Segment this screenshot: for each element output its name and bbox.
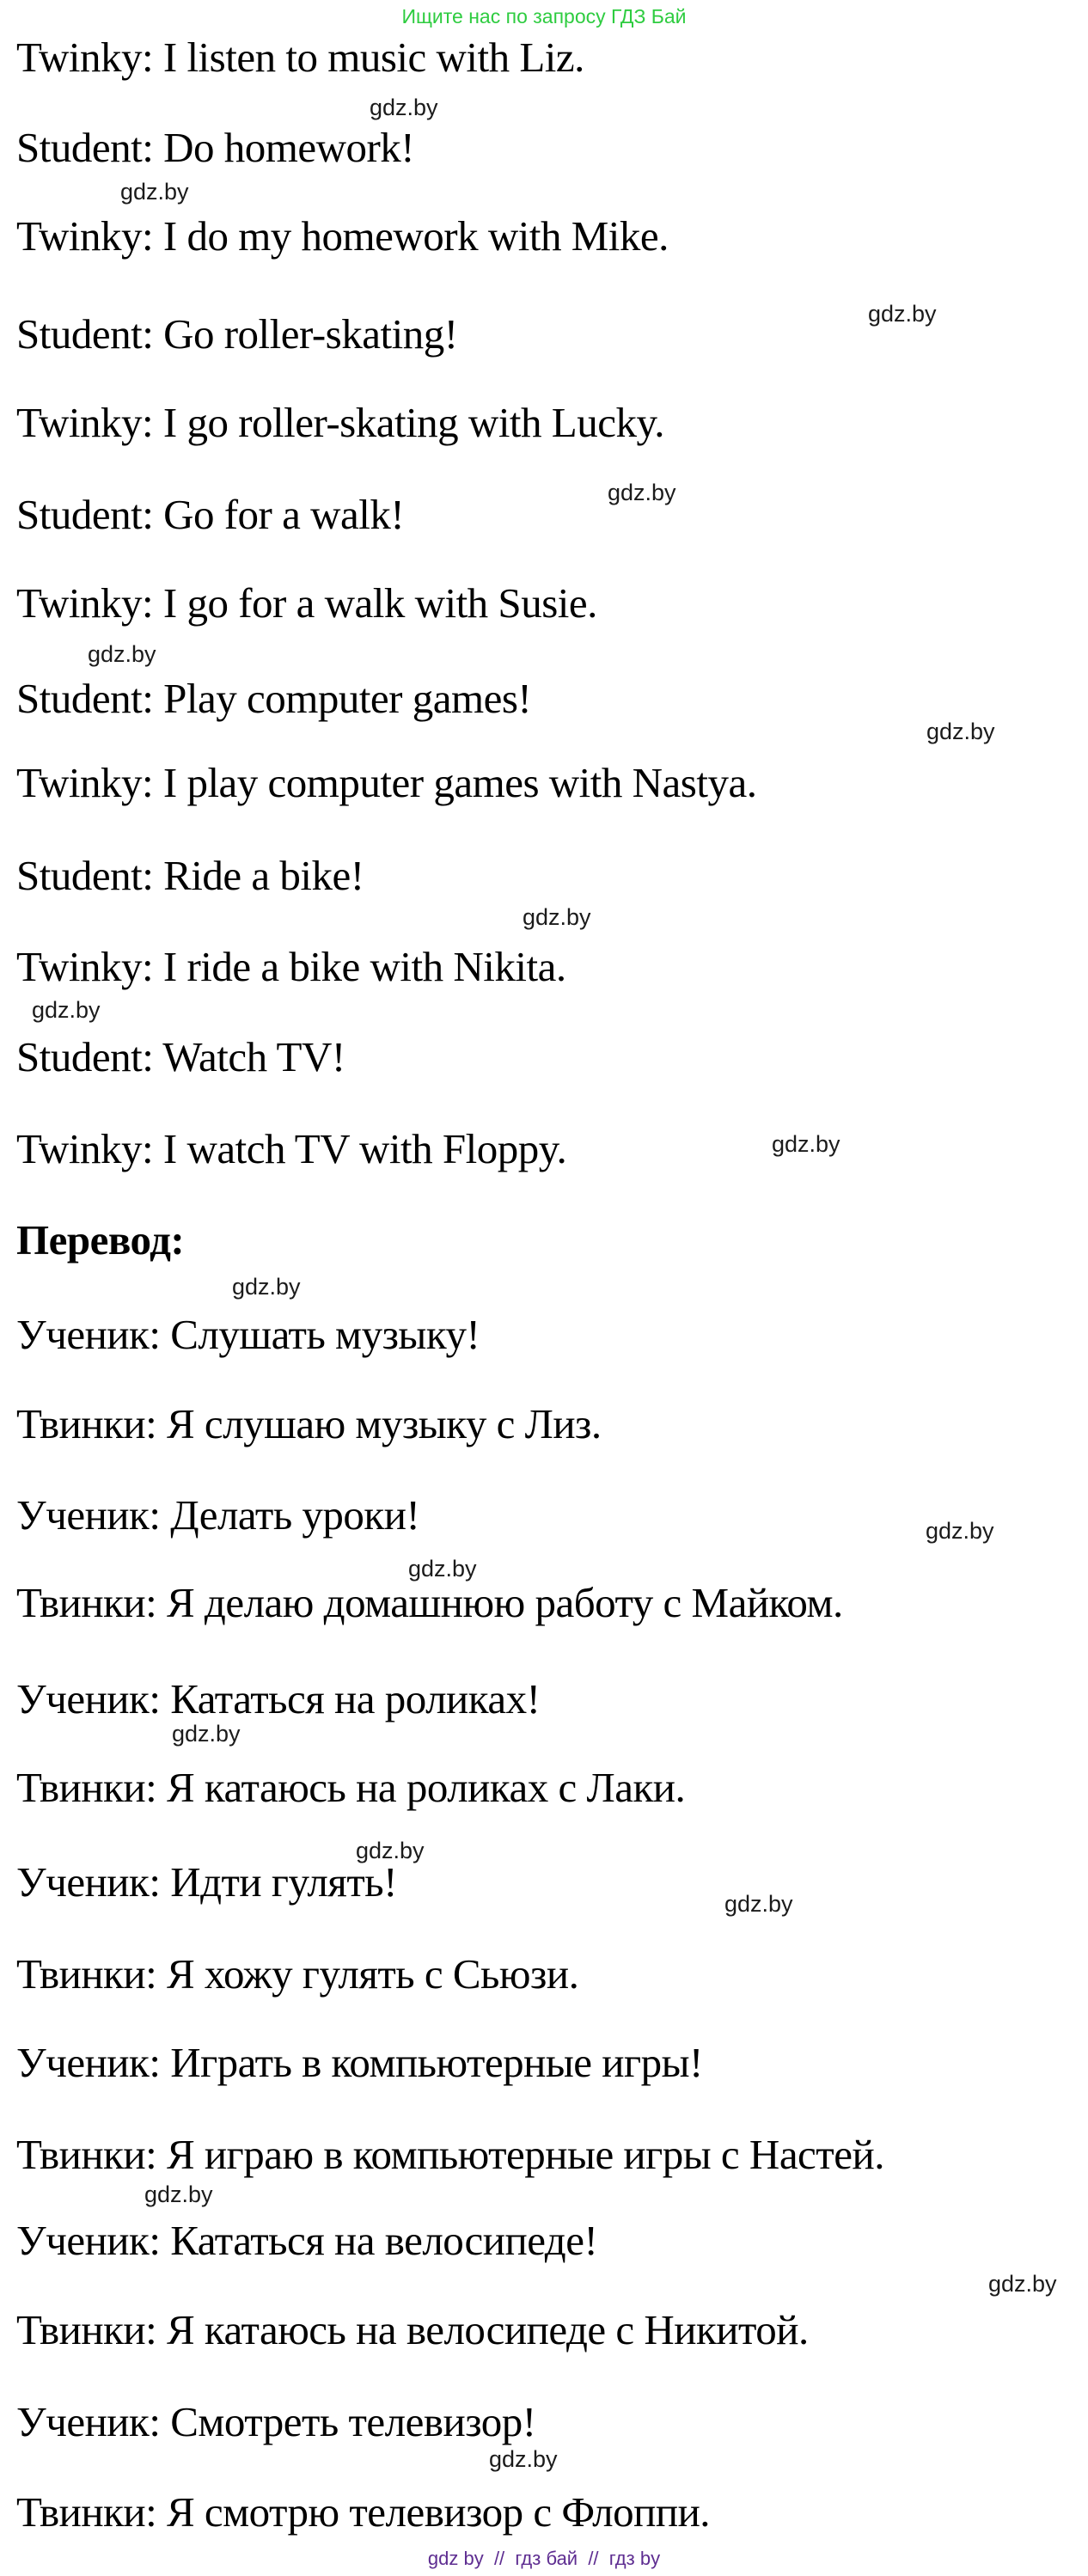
dialogue-line: Twinky: I do my homework with Mike. — [16, 212, 669, 260]
gdz-watermark: gdz.by — [232, 1274, 301, 1300]
dialogue-line: Student: Play computer games! — [16, 675, 532, 722]
dialogue-line: Ученик: Делать уроки! — [16, 1491, 420, 1539]
dialogue-line: Твинки: Я хожу гулять с Сьюзи. — [16, 1950, 579, 1998]
gdz-watermark: gdz.by — [370, 95, 438, 120]
dialogue-line: Twinky: I watch TV with Floppy. — [16, 1125, 567, 1172]
dialogue-line: Твинки: Я смотрю телевизор с Флоппи. — [16, 2488, 711, 2536]
dialogue-line: Ученик: Играть в компьютерные игры! — [16, 2039, 703, 2086]
dialogue-line: Twinky: I go for a walk with Susie. — [16, 579, 597, 627]
gdz-watermark: gdz.by — [144, 2181, 213, 2207]
gdz-watermark: gdz.by — [32, 997, 101, 1023]
dialogue-line: Твинки: Я делаю домашнюю работу с Майком. — [16, 1579, 843, 1626]
gdz-watermark: gdz.by — [988, 2271, 1057, 2297]
promo-banner: Ищите нас по запросу ГДЗ Бай — [401, 5, 687, 28]
gdz-watermark: gdz.by — [523, 904, 591, 930]
gdz-watermark: gdz.by — [772, 1131, 840, 1157]
dialogue-line: Твинки: Я слушаю музыку с Лиз. — [16, 1400, 602, 1447]
gdz-watermark: gdz.by — [356, 1838, 425, 1863]
dialogue-line: Twinky: I play computer games with Nastya. — [16, 759, 757, 806]
dialogue-line: Student: Ride a bike! — [16, 852, 364, 899]
gdz-watermark: gdz.by — [120, 179, 189, 205]
gdz-watermark: gdz.by — [489, 2446, 558, 2472]
dialogue-line: Ученик: Смотреть телевизор! — [16, 2398, 536, 2445]
dialogue-line: Twinky: I go roller-skating with Lucky. — [16, 399, 665, 446]
gdz-watermark: gdz.by — [926, 1518, 994, 1544]
dialogue-line: Student: Watch TV! — [16, 1033, 345, 1080]
gdz-watermark: gdz.by — [172, 1721, 241, 1747]
gdz-watermark: gdz.by — [408, 1556, 477, 1582]
gdz-watermark: gdz.by — [926, 719, 995, 744]
dialogue-line: Твинки: Я играю в компьютерные игры с Настей. — [16, 2131, 884, 2178]
dialogue-line: Ученик: Идти гулять! — [16, 1858, 397, 1906]
gdz-watermark: gdz.by — [88, 641, 156, 667]
footer-watermark: gdz by // гдз бай // гдз by — [427, 2548, 661, 2569]
dialogue-line: Твинки: Я катаюсь на велосипеде с Никитой. — [16, 2306, 809, 2353]
gdz-watermark: gdz.by — [724, 1891, 793, 1917]
dialogue-line: Ученик: Кататься на велосипеде! — [16, 2217, 598, 2264]
dialogue-line: Twinky: I ride a bike with Nikita. — [16, 943, 566, 990]
dialogue-line: Student: Go roller-skating! — [16, 310, 458, 358]
dialogue-line: Student: Go for a walk! — [16, 491, 405, 538]
gdz-watermark: gdz.by — [868, 301, 937, 327]
gdz-watermark: gdz.by — [608, 480, 676, 505]
dialogue-line: Twinky: I listen to music with Liz. — [16, 34, 584, 81]
dialogue-line: Ученик: Слушать музыку! — [16, 1311, 480, 1358]
section-heading: Перевод: — [16, 1216, 185, 1264]
dialogue-line: Student: Do homework! — [16, 124, 415, 171]
dialogue-line: Ученик: Кататься на роликах! — [16, 1675, 541, 1722]
dialogue-line: Твинки: Я катаюсь на роликах с Лаки. — [16, 1764, 686, 1811]
